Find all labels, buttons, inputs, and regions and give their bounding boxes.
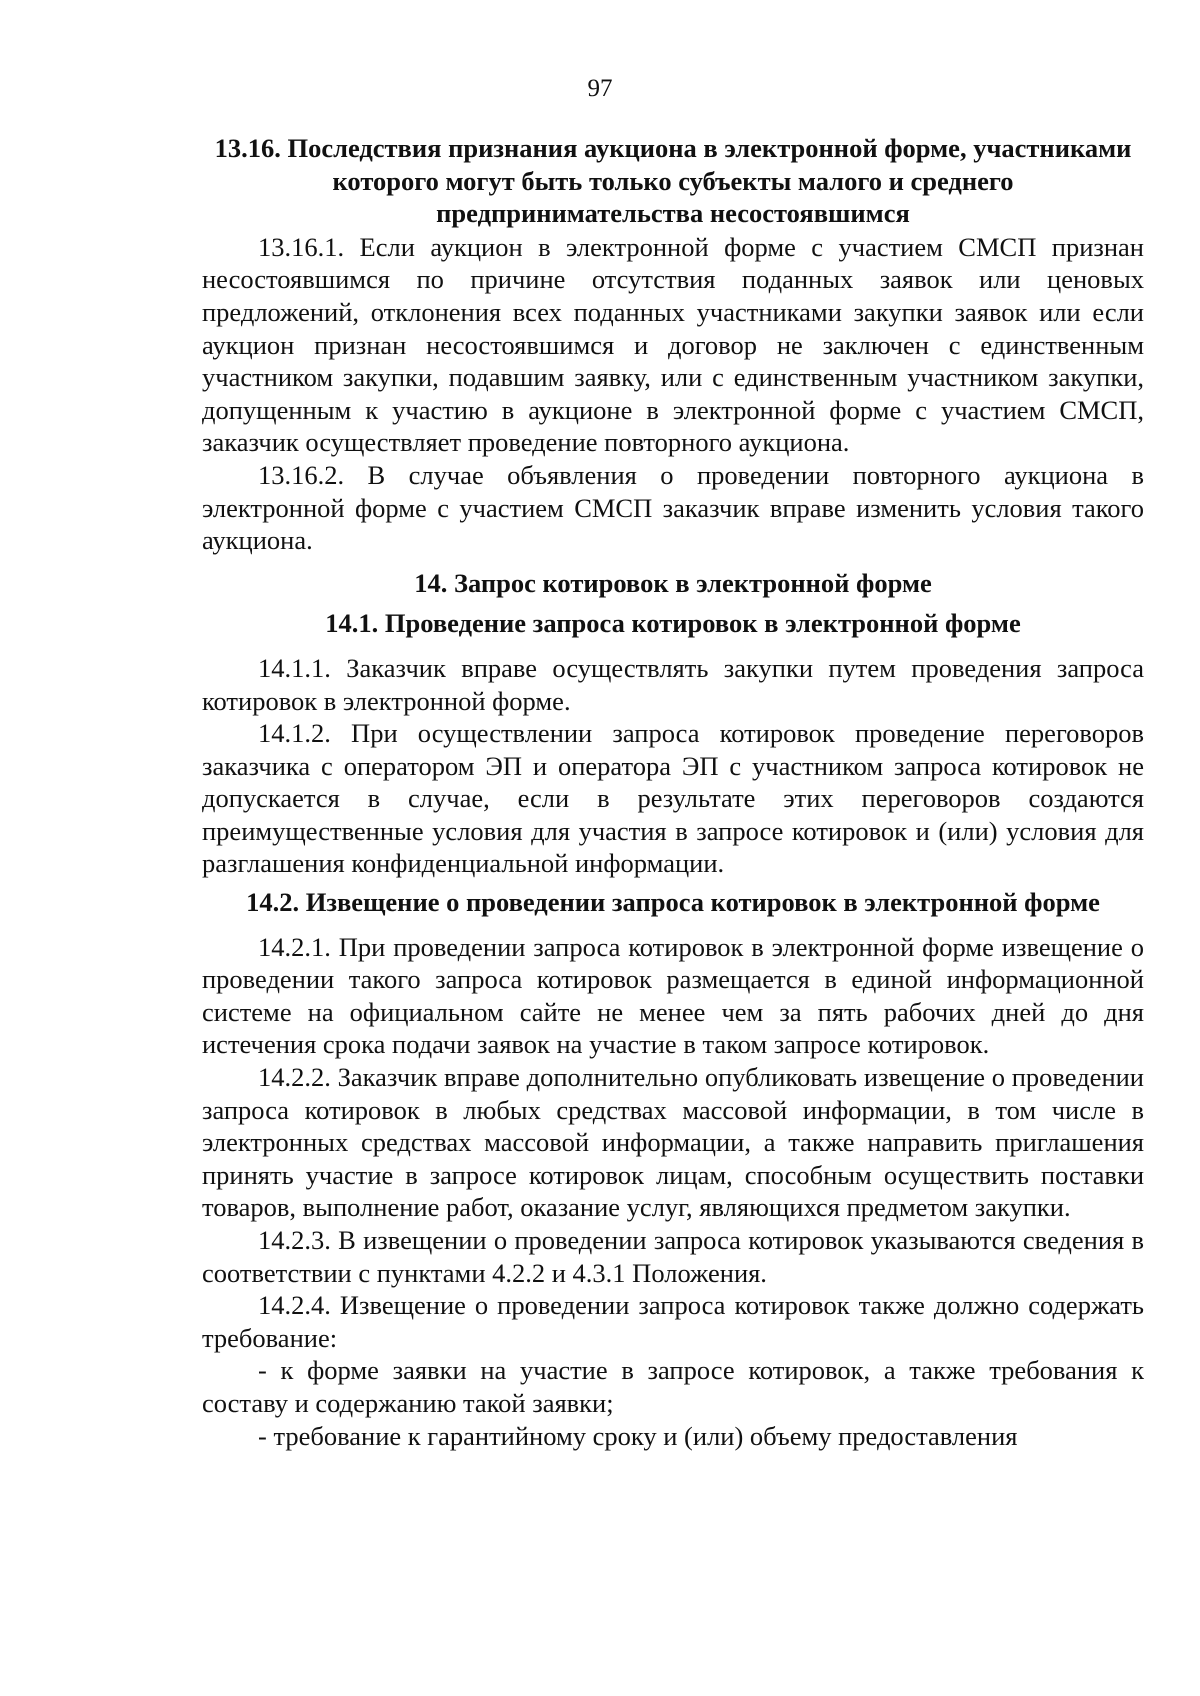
paragraph-14-2-2: 14.2.2. Заказчик вправе дополнительно опубликовать извещение о проведении запроса котировок в любых средствах массовой информации, в том числе в электронных средствах массовой информации, а также направить приглашения принять участие в запросе котировок лицам, способным осуществить поставки товаров, выполнение работ, оказание услуг, являющихся предметом закупки. [202, 1062, 1144, 1223]
paragraph-13-16-2: 13.16.2. В случае объявления о проведении повторного аукциона в электронной форме с участием СМСП заказчик вправе изменить условия такого аукциона. [202, 459, 1144, 556]
paragraph-13-16-1: 13.16.1. Если аукцион в электронной форме с участием СМСП признан несостоявшимся по причине отсутствия поданных заявок или ценовых предложений, отклонения всех поданных участниками закупки заявок или если аукцион признан несостоявшимся и договор не заключен с единственным участником закупки, подавшим заявку, или с единственным участником закупки, допущенным к участию в аукционе в электронной форме с участием СМСП, заказчик осуществляет проведение повторного аукциона. [202, 231, 1144, 458]
page-number: 97 [587, 75, 613, 102]
section-heading-13-16: 13.16. Последствия признания аукциона в электронной форме, участниками которого могут быть только субъекты малого и среднего предпринимательства несостоявшимся [214, 133, 1132, 229]
list-item: - требование к гарантийному сроку и (или) объему предоставления [258, 1420, 1018, 1451]
paragraph-14-2-1: 14.2.1. При проведении запроса котировок в электронной форме извещение о проведении такого запроса котировок размещается в единой информационной системе на официальном сайте не менее чем за пять рабочих дней до дня истечения срока подачи заявок на участие в таком запросе котировок. [202, 931, 1144, 1060]
paragraph-14-1-2: 14.1.2. При осуществлении запроса котировок проведение переговоров заказчика с оператором ЭП и оператора ЭП с участником запроса котировок не допускается в случае, если в результате этих переговоров создаются преимущественные условия для участия в запросе котировок и (или) условия для разглашения конфиденциальной информации. [202, 718, 1144, 879]
section-heading-14-2: 14.2. Извещение о проведении запроса котировок в электронной форме [246, 887, 1100, 918]
paragraph-14-2-4: 14.2.4. Извещение о проведении запроса котировок также должно содержать требование: [202, 1290, 1144, 1353]
document-body [202, 132, 1144, 1452]
paragraph-14-2-3: 14.2.3. В извещении о проведении запроса котировок указываются сведения в соответствии с пунктами 4.2.2 и 4.3.1 Положения. [202, 1225, 1144, 1288]
list-item: - к форме заявки на участие в запросе котировок, а также требования к составу и содержанию такой заявки; [202, 1355, 1144, 1418]
section-heading-14-1: 14.1. Проведение запроса котировок в электронной форме [325, 608, 1021, 639]
paragraph-14-1-1: 14.1.1. Заказчик вправе осуществлять закупки путем проведения запроса котировок в электронной форме. [202, 652, 1144, 716]
section-heading-14: 14. Запрос котировок в электронной форме [414, 567, 932, 598]
